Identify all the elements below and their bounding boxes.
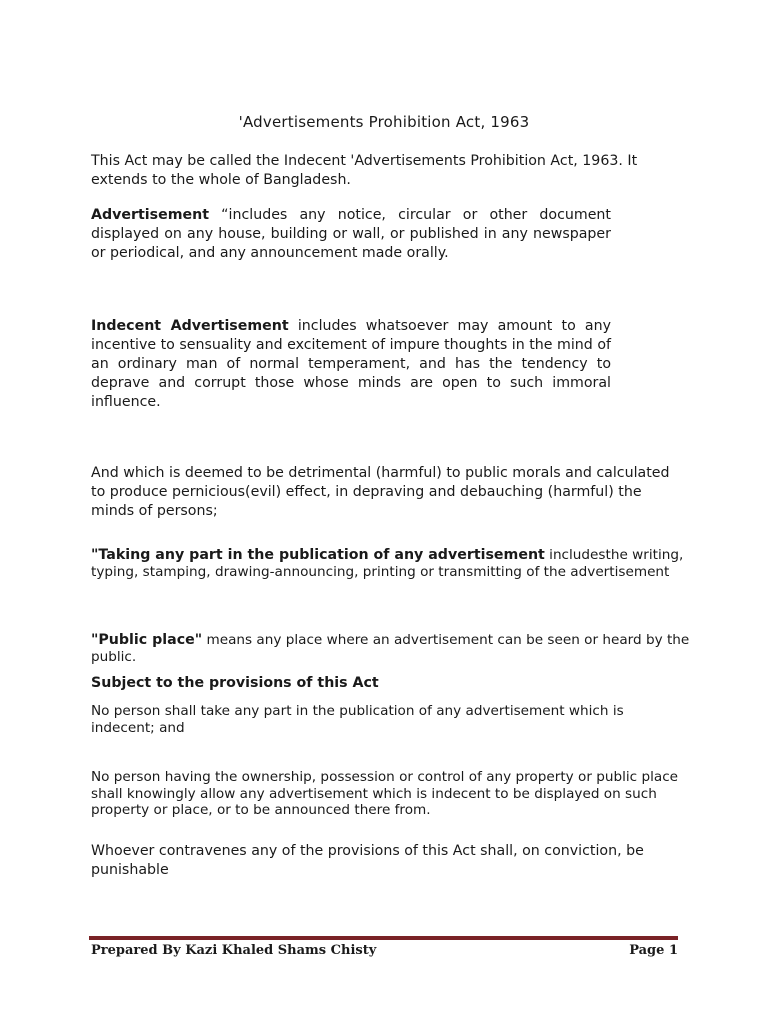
detrimental-paragraph: And which is deemed to be detrimental (harmful) to public morals and calculated to produce pernicious(evil) effect, in depraving and debauching (harmful) the minds of persons; [91,465,670,519]
advertisement-definition [91,206,611,263]
footer-divider [89,936,678,940]
penalty-paragraph: Whoever contravenes any of the provisions of this Act shall, on conviction, be punishable [91,843,644,878]
advertisement-term: Advertisement [91,207,210,223]
public-place-term: "Public place" [91,632,203,648]
subject-heading: Subject to the provisions of this Act [91,675,379,691]
provision-2: No person having the ownership, possession or control of any property or public place shall knowingly allow any advertisement which is indecent to be displayed on such property or place, or to be announced there from. [91,769,679,818]
taking-part-text: includesthe writing, typing, stamping, drawing-announcing, printing or transmitting of the advertisement [91,547,684,580]
advertisement-text: “includes any notice, circular or other document displayed on any house, building or wall, or published in any newspaper or periodical, and any announcement made orally. [91,207,611,261]
public-place-definition [91,632,691,665]
taking-part-term: "Taking any part in the publication of any advertisement [91,547,545,563]
taking-part-definition [91,547,691,580]
page-footer [91,943,678,958]
intro-paragraph: This Act may be called the Indecent 'Advertisements Prohibition Act, 1963. It extends to the whole of Bangladesh. [91,153,638,188]
public-place-text: means any place where an advertisement can be seen or heard by the public. [91,632,690,665]
provision-1: No person shall take any part in the publication of any advertisement which is indecent; and [91,703,624,736]
page-number: Page 1 [629,943,678,958]
document-title: 'Advertisements Prohibition Act, 1963 [238,113,530,131]
indecent-advertisement-text: includes whatsoever may amount to any incentive to sensuality and excitement of impure thoughts in the mind of an ordinary man of normal temperament, and has the tendency to deprave and corrupt those whose minds are open to such immoral influence. [91,318,611,410]
indecent-advertisement-term: Indecent Advertisement [91,318,289,334]
footer-author: Prepared By Kazi Khaled Shams Chisty [91,943,377,958]
indecent-advertisement-definition [91,317,611,412]
